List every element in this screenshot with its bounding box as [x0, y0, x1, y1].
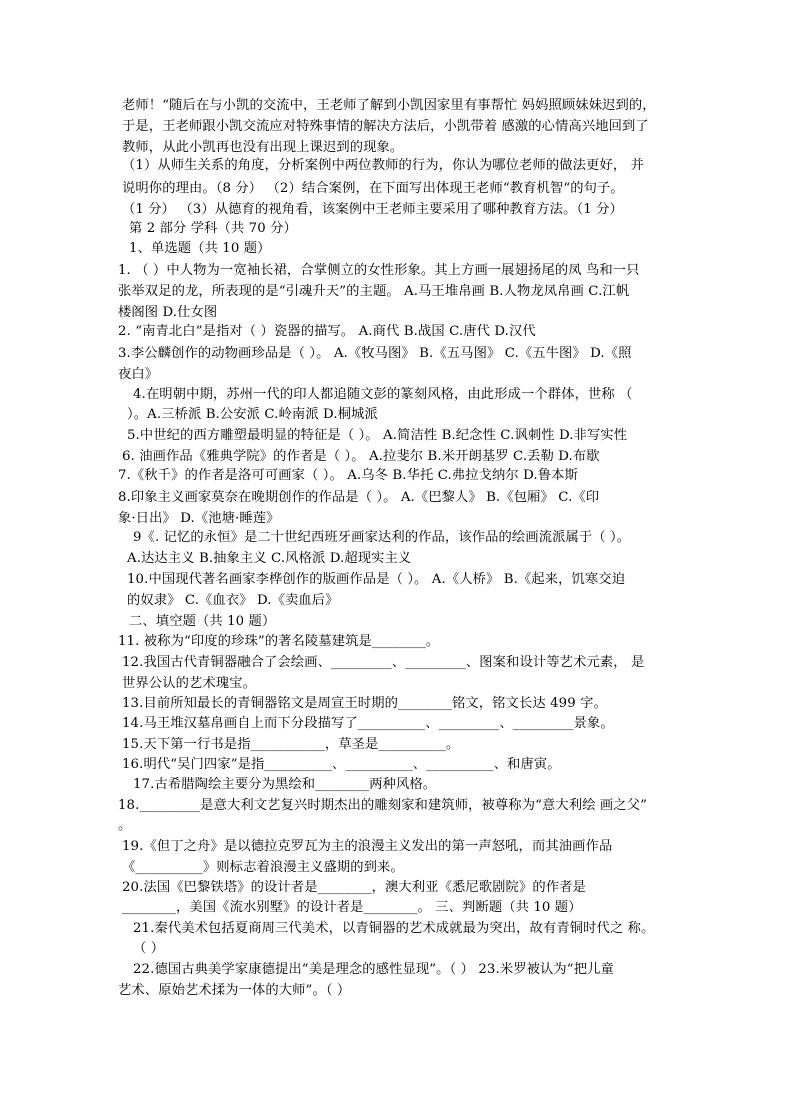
question-line: 的奴隶》 C.《血衣》 D.《卖血后》 — [127, 593, 339, 608]
question-line: A.达达主义 B.抽象主义 C.风格派 D.超现实主义 — [127, 551, 412, 566]
question-line: 20.法国《巴黎铁塔》的设计者是________，澳大利亚《悉尼歌剧院》的作者是 — [122, 880, 586, 895]
section-heading: 二、填空题（共 10 题） — [129, 614, 276, 629]
question-line: 3.李公麟创作的动物画珍品是（ ）。 A.《牧马图》 B.《五马图》 C.《五牛图》 D.《照 — [118, 346, 632, 361]
question-line: 21.秦代美术包括夏商周三代美术，以青铜器的艺术成就最为突出，故有青铜时代之 称。 — [133, 921, 655, 936]
question-line: 2. “南青北白”是指对（ ）瓷器的描写。 A.商代 B.战国 C.唐代 D.汉代 — [118, 324, 536, 339]
question-line: 16.明代“吴门四家”是指__________、__________、__________、和唐寅。 — [122, 757, 561, 772]
text-line: （1 分） （3）从德育的视角看，该案例中王老师主要采用了哪种教育方法。（1 分） — [122, 202, 623, 217]
question-line: 14.马王堆汉墓帛画自上而下分段描写了__________、_________、_________景象。 — [122, 716, 614, 731]
question-line: 夜白》 — [118, 367, 159, 382]
question-line: 22.德国古典美学家康德提出“美是理念的感性显现”。（ ） 23.米罗被认为“把儿童 — [133, 962, 614, 977]
question-line: 楼阁图 D.仕女图 — [118, 305, 218, 320]
question-line: 5.中世纪的西方雕塑最明显的特征是（ ）。 A.简洁性 B.纪念性 C.讽刺性 D.非写实性 — [127, 428, 628, 443]
question-line: 1. （ ）中人物为一宽袖长裙，合掌侧立的女性形象。其上方画一展翅扬尾的凤 鸟和一只 — [118, 263, 640, 278]
question-line: 7.《秋千》的作者是洛可可画家（ ）。 A.乌冬 B.华托 C.弗拉戈纳尔 D.鲁本斯 — [118, 468, 578, 483]
question-line: 《__________》则标志着浪漫主义盛期的到来。 — [122, 860, 404, 875]
question-line: 11. 被称为“印度的珍珠”的著名陵墓建筑是________。 — [118, 634, 440, 649]
question-line: 。 — [118, 818, 132, 833]
question-line: ________，美国《流水别墅》的设计者是________。 三、判断题（共 10 题） — [122, 900, 582, 915]
question-line: 15.天下第一行书是指___________，草圣是__________。 — [122, 737, 460, 752]
question-line: 9《. 记忆的永恒》是二十世纪西班牙画家达利的作品，该作品的绘画流派属于（ ）。 — [133, 530, 631, 545]
question-line: 19.《但丁之舟》是以德拉克罗瓦为主的浪漫主义发出的第一声怒吼，而其油画作品 — [122, 839, 613, 854]
question-line: 17.古希腊陶绘主要分为黑绘和________两种风格。 — [133, 777, 437, 792]
text-line: 老师！“随后在与小凯的交流中，王老师了解到小凯因家里有事帮忙 妈妈照顾妹妹迟到的， — [122, 98, 656, 113]
question-line: 8.印象主义画家莫奈在晚期创作的作品是（ ）。 A.《巴黎人》 B.《包厢》 C.《印 — [118, 490, 600, 505]
question-line: 4.在明朝中期，苏州一代的印人都追随文彭的篆刻风格，由此形成一个群体，世称 （ — [133, 387, 633, 402]
question-line: 13.目前所知最长的青铜器铭文是周宣王时期的________铭文，铭文长达 499 字。 — [122, 696, 607, 711]
text-line: 教师，从此小凯再也没有出现上课迟到的现象。 — [122, 140, 404, 155]
text-line: 说明你的理由。（8 分） （2）结合案例，在下面写出体现王老师“教育机智“的句子。 — [122, 181, 624, 196]
section-heading: 第 2 部分 学科（共 70 分） — [129, 221, 297, 236]
question-line: 象·日出》 D.《池塘·睡莲》 — [118, 511, 280, 526]
question-line: 18._________是意大利文艺复兴时期杰出的雕刻家和建筑师，被尊称为“意大利绘 画之父” — [118, 798, 648, 813]
question-line: 6. 油画作品《雅典学院》的作者是（ ）。 A.拉斐尔 B.米开朗基罗 C.丢勒 D.布歇 — [122, 449, 600, 464]
question-line: （ ） — [133, 941, 165, 956]
question-line: 10.中国现代著名画家李桦创作的版画作品是（ ）。 A.《人桥》 B.《起来，饥寒交迫 — [127, 572, 626, 587]
question-line: 艺术、原始艺术揉为一体的大师”。（ ） — [118, 983, 351, 998]
section-heading: 1、单选题（共 10 题） — [129, 241, 271, 256]
text-line: （1）从师生关系的角度，分析案例中两位教师的行为，你认为哪位老师的做法更好， 并 — [122, 158, 644, 173]
question-line: 世界公认的艺术瑰宝。 — [122, 676, 256, 691]
question-line: 张举双足的龙，所表现的是“引魂升天”的主题。 A.马王堆帛画 B.人物龙凤帛画 C.江帆 — [118, 284, 630, 299]
question-line: 12.我国古代青铜器融合了会绘画、_________、_________、图案和设计等艺术元素， 是 — [122, 655, 645, 670]
question-line: ）。A.三桥派 B.公安派 C.岭南派 D.桐城派 — [127, 407, 378, 422]
text-line: 于是，王老师跟小凯交流应对特殊事情的解决方法后，小凯带着 感激的心情高兴地回到了 — [122, 119, 649, 134]
